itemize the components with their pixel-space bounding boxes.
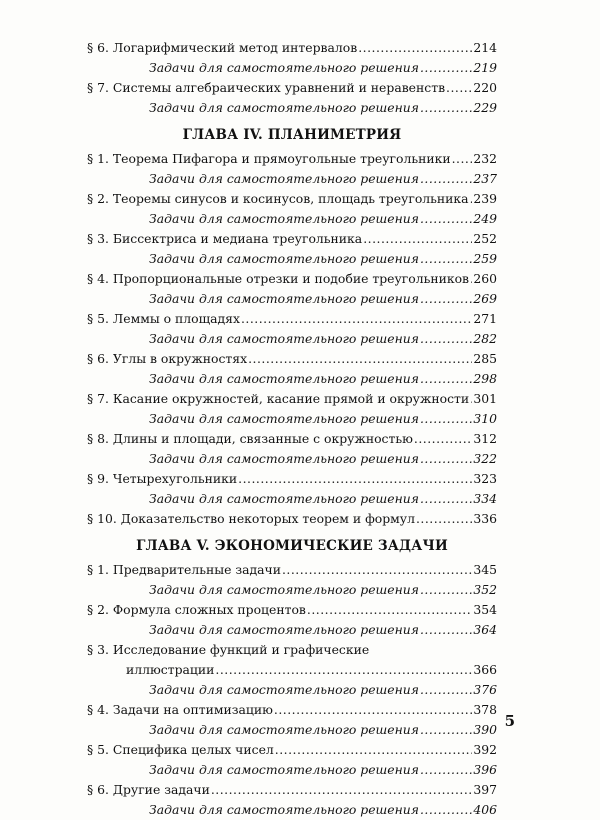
toc-entry-title: § 8. Длины и площади, связанные с окружностью: [87, 431, 413, 446]
toc-entry-title: Задачи для самостоятельного решения: [149, 762, 419, 777]
toc-entry-title: § 2. Теоремы синусов и косинусов, площадь треугольника: [87, 191, 469, 206]
dot-leader: [274, 700, 472, 720]
toc-entry-title: Задачи для самостоятельного решения: [149, 582, 419, 597]
toc-entry-page: 406: [473, 802, 497, 817]
toc-entry-page: 396: [473, 762, 497, 777]
toc-entry-page: 220: [473, 80, 497, 95]
toc-entry-page: 397: [473, 782, 497, 797]
toc-entry-page: 366: [473, 662, 497, 677]
chapter-heading: ГЛАВА V. ЭКОНОМИЧЕСКИЕ ЗАДАЧИ: [136, 538, 448, 554]
dot-leader: [420, 449, 472, 469]
dot-leader: [363, 229, 472, 249]
dot-leader: [358, 38, 472, 58]
toc-entry-page: 334: [473, 491, 497, 506]
dot-leader: [420, 329, 472, 349]
toc-entry-title: § 3. Исследование функций и графические: [87, 642, 370, 657]
dot-leader: [420, 680, 472, 700]
toc-entry-page: 310: [473, 411, 497, 426]
toc-entry-title: § 4. Пропорциональные отрезки и подобие треугольников: [87, 271, 470, 286]
table-of-contents: [87, 38, 497, 820]
chapter-heading: ГЛАВА IV. ПЛАНИМЕТРИЯ: [182, 127, 402, 143]
toc-entry[interactable]: [87, 560, 497, 580]
toc-entry-title: Задачи для самостоятельного решения: [149, 331, 419, 346]
dot-leader: [248, 349, 472, 369]
dot-leader: [420, 289, 472, 309]
toc-entry-page: 260: [473, 271, 497, 286]
toc-entry-page: 249: [473, 211, 497, 226]
dot-leader: [420, 620, 472, 640]
dot-leader: [470, 189, 473, 209]
toc-entry-title: § 9. Четырехугольники: [87, 471, 238, 486]
dot-leader: [282, 560, 472, 580]
dot-leader: [420, 800, 472, 820]
toc-entry-exercises[interactable]: [87, 720, 497, 740]
toc-entry-title: Задачи для самостоятельного решения: [149, 722, 419, 737]
toc-section-block1: [87, 38, 497, 118]
dot-leader: [275, 740, 473, 760]
toc-entry-title: § 1. Теорема Пифагора и прямоугольные треугольники: [87, 151, 451, 166]
toc-entry-title: Задачи для самостоятельного решения: [149, 211, 419, 226]
toc-entry: [87, 660, 497, 680]
toc-entry[interactable]: [87, 780, 497, 800]
toc-entry-title: § 6. Другие задачи: [87, 782, 210, 797]
toc-entry-title: Задачи для самостоятельного решения: [149, 100, 419, 115]
toc-entry-page: 269: [473, 291, 497, 306]
toc-entry[interactable]: [87, 38, 497, 58]
toc-entry-exercises[interactable]: [87, 489, 497, 509]
toc-entry-page: 392: [473, 742, 497, 757]
toc-entry-title: § 6. Углы в окружностях: [87, 351, 248, 366]
toc-entry-title: § 6. Логарифмический метод интервалов: [87, 40, 358, 55]
dot-leader: [420, 209, 472, 229]
toc-entry-exercises[interactable]: [87, 98, 497, 118]
toc-entry[interactable]: [87, 389, 497, 409]
toc-entry-page: 323: [473, 471, 497, 486]
toc-entry-exercises[interactable]: [87, 680, 497, 700]
dot-leader: [470, 389, 472, 409]
dot-leader: [211, 780, 473, 800]
toc-entry-title: § 3. Биссектриса и медиана треугольника: [87, 231, 363, 246]
toc-entry-title: Задачи для самостоятельного решения: [149, 802, 419, 817]
toc-entry-page: 312: [473, 431, 497, 446]
toc-entry-title: § 1. Предварительные задачи: [87, 562, 281, 577]
toc-entry-multiline[interactable]: [87, 640, 497, 680]
toc-entry-page: 229: [473, 100, 497, 115]
toc-entry-exercises[interactable]: [87, 800, 497, 820]
dot-leader: [420, 98, 472, 118]
toc-entry-title: иллюстрации: [126, 662, 215, 677]
toc-entry-page: 285: [473, 351, 497, 366]
toc-section-chapter5a: [87, 560, 497, 640]
toc-entry-page: 259: [473, 251, 497, 266]
toc-entry-page: 282: [473, 331, 497, 346]
dot-leader: [420, 169, 472, 189]
toc-entry-page: 364: [473, 622, 497, 637]
toc-entry-exercises[interactable]: [87, 580, 497, 600]
toc-entry-exercises[interactable]: [87, 329, 497, 349]
toc-entry-exercises[interactable]: [87, 369, 497, 389]
toc-entry-title: Задачи для самостоятельного решения: [149, 451, 419, 466]
toc-entry-page: 271: [473, 311, 497, 326]
dot-leader: [420, 760, 472, 780]
toc-entry[interactable]: [87, 229, 497, 249]
dot-leader: [420, 409, 472, 429]
toc-entry-title: Задачи для самостоятельного решения: [149, 171, 419, 186]
toc-entry[interactable]: [87, 149, 497, 169]
dot-leader: [414, 429, 472, 449]
toc-entry-page: 336: [473, 511, 497, 526]
toc-entry-page: 322: [473, 451, 497, 466]
dot-leader: [420, 249, 472, 269]
toc-entry-page: 298: [473, 371, 497, 386]
toc-entry-title: Задачи для самостоятельного решения: [149, 411, 419, 426]
toc-entry[interactable]: [87, 469, 497, 489]
toc-entry-page: 345: [473, 562, 497, 577]
toc-entry-page: 390: [473, 722, 497, 737]
dot-leader: [215, 660, 472, 680]
toc-entry-title: Задачи для самостоятельного решения: [149, 251, 419, 266]
toc-entry-title: § 2. Формула сложных процентов: [87, 602, 306, 617]
toc-entry-title: § 5. Специфика целых чисел: [87, 742, 274, 757]
toc-entry-exercises[interactable]: [87, 449, 497, 469]
toc-entry-title: § 7. Касание окружностей, касание прямой и окружности: [87, 391, 470, 406]
toc-entry-exercises[interactable]: [87, 169, 497, 189]
toc-entry-page: 378: [473, 702, 497, 717]
dot-leader: [420, 580, 472, 600]
dot-leader: [452, 149, 473, 169]
toc-entry[interactable]: [87, 429, 497, 449]
dot-leader: [470, 269, 472, 289]
toc-entry[interactable]: [87, 600, 497, 620]
toc-entry-exercises[interactable]: [87, 760, 497, 780]
dot-leader: [241, 309, 472, 329]
toc-entry-title: Задачи для самостоятельного решения: [149, 291, 419, 306]
toc-entry-page: 239: [473, 191, 497, 206]
toc-entry-title: Задачи для самостоятельного решения: [149, 622, 419, 637]
dot-leader: [420, 720, 472, 740]
toc-entry-title: Задачи для самостоятельного решения: [149, 371, 419, 386]
toc-entry-exercises[interactable]: [87, 249, 497, 269]
toc-entry-title: § 4. Задачи на оптимизацию: [87, 702, 273, 717]
toc-entry-exercises[interactable]: [87, 58, 497, 78]
toc-entry[interactable]: [87, 740, 497, 760]
toc-entry-title: § 7. Системы алгебраических уравнений и неравенств: [87, 80, 446, 95]
toc-entry-exercises[interactable]: [87, 409, 497, 429]
toc-entry[interactable]: [87, 349, 497, 369]
toc-entry-page: 219: [473, 60, 497, 75]
toc-entry[interactable]: [87, 700, 497, 720]
toc-entry[interactable]: [87, 78, 497, 98]
toc-entry-title: § 5. Леммы о площадях: [87, 311, 240, 326]
toc-entry-exercises[interactable]: [87, 289, 497, 309]
toc-entry-page: 301: [473, 391, 497, 406]
dot-leader: [416, 509, 472, 529]
toc-entry-page: 232: [473, 151, 497, 166]
toc-entry-title: Задачи для самостоятельного решения: [149, 60, 419, 75]
dot-leader: [420, 58, 472, 78]
toc-entry-title: Задачи для самостоятельного решения: [149, 491, 419, 506]
toc-entry-title: § 10. Доказательство некоторых теорем и формул: [87, 511, 415, 526]
toc-entry-page: 237: [473, 171, 497, 186]
dot-leader: [307, 600, 472, 620]
dot-leader: [446, 78, 472, 98]
dot-leader: [420, 369, 472, 389]
toc-entry-exercises[interactable]: [87, 620, 497, 640]
toc-section-chapter5b: [87, 680, 497, 820]
toc-entry-page: 352: [473, 582, 497, 597]
toc-entry-title: Задачи для самостоятельного решения: [149, 682, 419, 697]
toc-section-chapter4: [87, 149, 497, 529]
dot-leader: [238, 469, 472, 489]
page-number: 5: [504, 712, 515, 730]
toc-entry[interactable]: [87, 309, 497, 329]
toc-entry[interactable]: [87, 189, 497, 209]
dot-leader: [420, 489, 472, 509]
toc-entry-page: 354: [473, 602, 497, 617]
toc-entry-page: 376: [473, 682, 497, 697]
toc-entry-page: 252: [473, 231, 497, 246]
toc-entry[interactable]: [87, 269, 497, 289]
toc-entry[interactable]: [87, 509, 497, 529]
toc-entry-page: 214: [473, 40, 497, 55]
toc-entry-exercises[interactable]: [87, 209, 497, 229]
